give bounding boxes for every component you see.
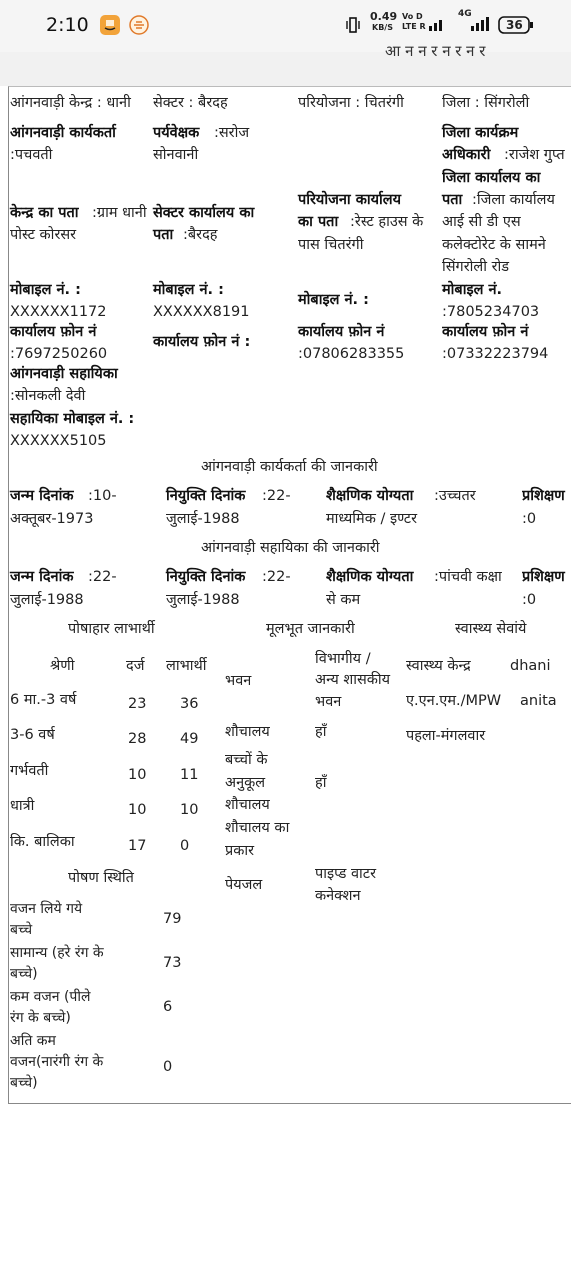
nutrition-row-label: वजन लिये गये <box>10 901 83 917</box>
phone-kendra: :7697250260 <box>10 346 108 362</box>
sahayika-mobile-label: सहायिका मोबाइल नं. : <box>10 411 135 427</box>
sahayika-label: आंगनवाड़ी सहायिका <box>10 366 118 382</box>
sector-karyalaya-value: :बैरदह <box>183 227 218 243</box>
karyakarta-janm-value-2: अक्तूबर-1973 <box>10 511 94 527</box>
sahayika-niyukti-value: :22- <box>262 569 291 585</box>
peyjal-value-2: कनेक्शन <box>315 888 361 904</box>
jila-adhikari-value: :राजेश गुप्त <box>504 147 565 163</box>
jila-name: जिला : सिंगरोली <box>442 95 530 111</box>
karyakarta-niyukti-label: नियुक्ति दिनांक <box>166 488 246 504</box>
nutrition-row-label: वजन(नारंगी रंग के <box>10 1054 104 1070</box>
bhavan-value-3: भवन <box>315 694 342 710</box>
pariyojana-name: परियोजना : चितरंगी <box>298 95 404 111</box>
pariyojana-karyalaya-value: :रेस्ट हाउस के <box>350 214 424 230</box>
prakar-label-2: प्रकार <box>225 843 255 859</box>
paryavekshak-label: पर्यवेक्षक <box>153 125 200 141</box>
phone-jila: :07332223794 <box>442 346 549 362</box>
beneficiary-row-darj: 10 <box>128 767 147 783</box>
jila-karyalaya-label-2: पता <box>442 192 463 208</box>
phone-pariyojana: :07806283355 <box>298 346 405 362</box>
jila-karyalaya-value: :जिला कार्यालय <box>472 192 555 208</box>
beneficiary-row-darj: 17 <box>128 838 147 854</box>
jila-karyalaya-value-2: आई सी डी एस <box>442 214 521 230</box>
mobile-label-jila: मोबाइल नं. <box>442 282 503 298</box>
shauchalay-value: हाँ <box>315 724 327 740</box>
jila-karyalaya-value-3: कलेक्टोरेट के सामने <box>442 237 546 253</box>
nutrition-row-label: बच्चे) <box>10 966 38 982</box>
nutrition-row-label: बच्चे <box>10 922 33 938</box>
beneficiary-row-category: गर्भवती <box>10 763 49 779</box>
prakar-label: शौचालय का <box>225 820 290 836</box>
sahayika-janm-label: जन्म दिनांक <box>10 569 74 585</box>
sahayika-shiksha-value-2: से कम <box>326 592 361 608</box>
bhavan-label: भवन <box>225 673 252 689</box>
nutrition-row-value: 0 <box>163 1059 173 1075</box>
sahayika-niyukti-value-2: जुलाई-1988 <box>166 592 240 608</box>
karyakarta-shiksha-value: :उच्चतर <box>434 488 476 504</box>
mobile-label-sector: मोबाइल नं. : <box>153 282 224 298</box>
phone-label-kendra: कार्यालय फ़ोन नं <box>10 324 97 340</box>
karyakarta-shiksha-value-2: माध्यमिक / इण्टर <box>326 511 418 527</box>
nutrition-row-value: 73 <box>163 955 182 971</box>
sector-karyalaya-label: सेक्टर कार्यालय का <box>153 205 255 221</box>
health-kendra-label: स्वास्थ्य केन्द्र <box>406 658 471 674</box>
signal-icon <box>428 16 446 32</box>
pariyojana-karyalaya-value-2: पास चितरंगी <box>298 237 364 253</box>
beneficiary-row-darj: 28 <box>128 731 147 747</box>
nutrition-row-label: कम वजन (पीले <box>10 989 91 1005</box>
karyakarta-niyukti-value-2: जुलाई-1988 <box>166 511 240 527</box>
beneficiary-row-labharthi: 49 <box>180 731 199 747</box>
karyakarta-label: आंगनवाड़ी कार्यकर्ता <box>10 125 116 141</box>
nutrition-heading: पोषण स्थिति <box>68 870 134 886</box>
kendra-pata-value: :ग्राम धानी <box>92 205 147 221</box>
jila-karyalaya-value-4: सिंगरोली रोड <box>442 259 510 275</box>
pariyojana-karyalaya-label: परियोजना कार्यालय <box>298 192 401 208</box>
beneficiary-row-labharthi: 11 <box>180 767 199 783</box>
poshahar-heading: पोषाहार लाभार्थी <box>68 621 155 637</box>
amazon-app-icon <box>100 15 120 35</box>
karyakarta-shiksha-label: शैक्षणिक योग्यता <box>326 488 414 504</box>
paryavekshak-value-2: सोनवानी <box>153 147 199 163</box>
phone-label-sector: कार्यालय फ़ोन नं : <box>153 334 251 350</box>
sahayika-value: :सोनकली देवी <box>10 388 86 404</box>
signal-icon <box>470 16 490 32</box>
beneficiary-row-category: 3-6 वर्ष <box>10 727 55 743</box>
sector-karyalaya-label-2: पता <box>153 227 174 243</box>
peyjal-label: पेयजल <box>225 877 263 893</box>
vibrate-icon <box>344 16 362 34</box>
sahayika-shiksha-label: शैक्षणिक योग्यता <box>326 569 414 585</box>
volte-top: Vo D <box>402 12 423 21</box>
beneficiary-row-darj: 23 <box>128 696 147 712</box>
phone-label-jila: कार्यालय फ़ोन नं <box>442 324 529 340</box>
nutrition-row-label: अति कम <box>10 1033 56 1049</box>
anukool-value: हाँ <box>315 775 327 791</box>
anukool-label: बच्चों के <box>225 752 268 768</box>
net-speed-unit: KB/S <box>372 23 393 32</box>
sahayika-info-heading: आंगनवाड़ी सहायिका की जानकारी <box>201 540 380 556</box>
beneficiary-row-category: धात्री <box>10 798 35 814</box>
beneficiary-row-category: 6 मा.-3 वर्ष <box>10 692 77 708</box>
mobile-label-pariyojana: मोबाइल नं. : <box>298 292 369 308</box>
sahayika-mobile-value: XXXXXX5105 <box>10 433 107 449</box>
news-app-icon <box>128 14 150 36</box>
sector-name: सेक्टर : बैरदह <box>153 95 228 111</box>
jila-karyalaya-label: जिला कार्यालय का <box>442 170 541 186</box>
network-type: 4G <box>458 9 472 19</box>
peyjal-value: पाइप्ड वाटर <box>315 866 376 882</box>
volte-bottom: LTE R <box>402 22 426 31</box>
swasthya-heading: स्वास्थ्य सेवांये <box>455 621 527 637</box>
nutrition-row-label: रंग के बच्चे) <box>10 1010 71 1026</box>
mobile-sector: XXXXXX8191 <box>153 304 250 320</box>
anm-value: anita <box>520 693 557 709</box>
jila-adhikari-label: जिला कार्यक्रम <box>442 125 519 141</box>
karyakarta-prashikshan-value: :0 <box>522 511 537 527</box>
pariyojana-karyalaya-label-2: का पता <box>298 214 339 230</box>
moolbhoot-heading: मूलभूत जानकारी <box>266 621 355 637</box>
nutrition-row-value: 79 <box>163 911 182 927</box>
jila-adhikari-label-2: अधिकारी <box>442 147 491 163</box>
beneficiary-header-category: श्रेणी <box>50 658 75 674</box>
nutrition-row-label: बच्चे) <box>10 1075 38 1091</box>
kendra-pata-value-2: पोस्ट कोरसर <box>10 227 77 243</box>
beneficiary-row-labharthi: 36 <box>180 696 199 712</box>
beneficiary-header-darj: दर्ज <box>126 658 145 674</box>
anm-label: ए.एन.एम./MPW <box>406 693 502 709</box>
mobile-kendra: XXXXXX1172 <box>10 304 107 320</box>
karyakarta-janm-label: जन्म दिनांक <box>10 488 74 504</box>
shauchalay-label: शौचालय <box>225 724 270 740</box>
paryavekshak-value: :सरोज <box>214 125 250 141</box>
sahayika-prashikshan-value: :0 <box>522 592 537 608</box>
anukool-label-2: अनुकूल <box>225 775 266 791</box>
phone-label-pariyojana: कार्यालय फ़ोन नं <box>298 324 385 340</box>
beneficiary-row-labharthi: 10 <box>180 802 199 818</box>
bhavan-value: विभागीय / <box>315 651 371 667</box>
page-header-band <box>0 42 571 86</box>
beneficiary-row-category: कि. बालिका <box>10 834 75 850</box>
kendra-pata-label: केन्द्र का पता <box>10 205 79 221</box>
karyakarta-prashikshan-label: प्रशिक्षण <box>522 488 565 504</box>
net-speed: 0.49 <box>370 10 398 23</box>
bhavan-value-2: अन्य शासकीय <box>315 672 391 688</box>
health-kendra-value: dhani <box>510 658 551 674</box>
karyakarta-value: :पचवती <box>10 147 53 163</box>
sahayika-prashikshan-label: प्रशिक्षण <box>522 569 565 585</box>
status-time: 2:10 <box>46 14 89 36</box>
karyakarta-info-heading: आंगनवाड़ी कार्यकर्ता की जानकारी <box>201 459 378 475</box>
nutrition-row-label: सामान्य (हरे रंग के <box>10 945 104 961</box>
karyakarta-niyukti-value: :22- <box>262 488 291 504</box>
beneficiary-header-labharthi: लाभार्थी <box>166 658 207 674</box>
page-title-partial: आ न न र न र न र <box>385 42 486 60</box>
kendra-name: आंगनवाड़ी केन्द्र : धानी <box>10 95 131 111</box>
karyakarta-janm-value: :10- <box>88 488 117 504</box>
sahayika-janm-value: :22- <box>88 569 117 585</box>
sahayika-shiksha-value: :पांचवी कक्षा <box>434 569 502 585</box>
beneficiary-row-labharthi: 0 <box>180 838 190 854</box>
beneficiary-row-darj: 10 <box>128 802 147 818</box>
sahayika-janm-value-2: जुलाई-1988 <box>10 592 84 608</box>
nutrition-row-value: 6 <box>163 999 173 1015</box>
sahayika-niyukti-label: नियुक्ति दिनांक <box>166 569 246 585</box>
anukool-label-3: शौचालय <box>225 797 270 813</box>
mobile-jila: :7805234703 <box>442 304 540 320</box>
mobile-label-kendra: मोबाइल नं. : <box>10 282 81 298</box>
health-day: पहला-मंगलवार <box>406 728 486 744</box>
battery-level: 36 <box>506 18 523 32</box>
